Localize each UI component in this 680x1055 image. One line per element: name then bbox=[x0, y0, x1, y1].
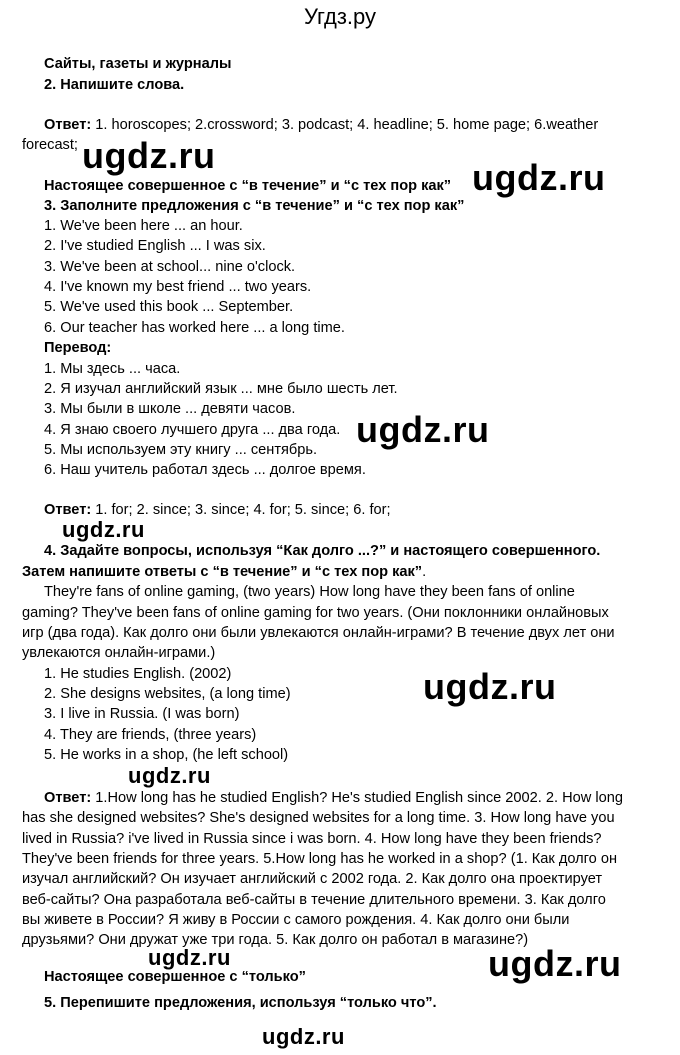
exercise-item: 3. I live in Russia. (I was born) bbox=[44, 706, 240, 722]
task-4-heading-period: . bbox=[422, 564, 427, 580]
translation-item: 5. Мы используем эту книгу ... сентябрь. bbox=[44, 442, 318, 458]
answer-label: Ответ: bbox=[44, 117, 92, 133]
answer-text: 1. horoscopes; 2.crossword; 3. podcast; 4. headline; 5. home page; 6.weather bbox=[91, 117, 599, 133]
answer-3 bbox=[44, 788, 623, 808]
sentence-item: 5. We've used this book ... September. bbox=[44, 299, 294, 315]
translation-item: 3. Мы были в школе ... девяти часов. bbox=[44, 401, 296, 417]
sentence-item: 1. We've been here ... an hour. bbox=[44, 218, 243, 234]
watermark: ugdz.ru bbox=[488, 943, 622, 984]
translation-item: 2. Я изучал английский язык ... мне было шесть лет. bbox=[44, 381, 398, 397]
example-line: увлекаются онлайн-играми.) bbox=[22, 645, 216, 661]
task-3-heading: 3. Заполните предложения с “в течение” и “с тех пор как” bbox=[44, 198, 465, 214]
sentence-item: 3. We've been at school... nine o'clock. bbox=[44, 259, 296, 275]
answer-line: lived in Russia? i've lived in Russia since i was born. 4. How long have they been friends? bbox=[22, 831, 602, 847]
section-title-websites: Сайты, газеты и журналы bbox=[44, 56, 232, 72]
task-4-heading: 4. Задайте вопросы, используя “Как долго ...?” и настоящего совершенного. bbox=[44, 543, 601, 559]
answer-line: They've been friends for three years. 5.How long has he worked in a shop? (1. Как долго он bbox=[22, 851, 618, 867]
example-line: They're fans of online gaming, (two years) How long have they been fans of online bbox=[44, 584, 575, 600]
answer-label: Ответ: bbox=[44, 790, 92, 806]
section-title-just: Настоящее совершенное с “только” bbox=[44, 969, 306, 985]
exercise-item: 5. He works in a shop, (he left school) bbox=[44, 747, 289, 763]
answer-text: 1.How long has he studied English? He's studied English since 2002. 2. How long bbox=[91, 790, 623, 806]
watermark: ugdz.ru bbox=[356, 409, 490, 450]
translation-item: 6. Наш учитель работал здесь ... долгое время. bbox=[44, 462, 366, 478]
exercise-item: 2. She designs websites, (a long time) bbox=[44, 686, 291, 702]
example-line: игр (два года). Как долго они были увлекаются онлайн-играми? В течение двух лет они bbox=[22, 625, 615, 641]
translation-item: 1. Мы здесь ... часа. bbox=[44, 361, 181, 377]
watermark: ugdz.ru bbox=[62, 517, 145, 542]
answer-label: Ответ: bbox=[44, 502, 92, 518]
watermark: ugdz.ru bbox=[472, 157, 606, 198]
exercise-item: 1. He studies English. (2002) bbox=[44, 666, 232, 682]
answer-line: вы живете в России? Я живу в России с самого рождения. 4. Как долго они были bbox=[22, 912, 570, 928]
answer-line: веб-сайты? Она разработала веб-сайты в течение длительного времени. 3. Как долго bbox=[22, 892, 606, 908]
answer-text: 1. for; 2. since; 3. since; 4. for; 5. since; 6. for; bbox=[91, 502, 391, 518]
translation-item: 4. Я знаю своего лучшего друга ... два года. bbox=[44, 422, 341, 438]
task-4-heading-text: Затем напишите ответы с “в течение” и “с тех пор как” bbox=[22, 564, 423, 580]
sentence-item: 4. I've known my best friend ... two years. bbox=[44, 279, 312, 295]
task-5-heading: 5. Перепишите предложения, используя “только что”. bbox=[44, 995, 437, 1011]
watermark: ugdz.ru bbox=[148, 945, 231, 970]
watermark: ugdz.ru bbox=[128, 763, 211, 788]
watermark: ugdz.ru bbox=[82, 135, 216, 176]
site-header: Угдз.ру bbox=[303, 4, 377, 29]
answer-line: has she designed websites? She's designed websites for a long time. 3. How long have you bbox=[22, 810, 615, 826]
sentence-item: 6. Our teacher has worked here ... a long time. bbox=[44, 320, 345, 336]
answer-1-cont: forecast; bbox=[22, 137, 78, 153]
task-2-heading: 2. Напишите слова. bbox=[44, 77, 185, 93]
translation-label: Перевод: bbox=[44, 340, 112, 356]
section-title-present-perfect: Настоящее совершенное с “в течение” и “с тех пор как” bbox=[44, 178, 452, 194]
answer-1 bbox=[44, 115, 598, 135]
exercise-item: 4. They are friends, (three years) bbox=[44, 727, 257, 743]
watermark: ugdz.ru bbox=[423, 666, 557, 707]
watermark: ugdz.ru bbox=[262, 1024, 345, 1049]
answer-line: друзьями? Они дружат уже три года. 5. Как долго он работал в магазине?) bbox=[22, 932, 529, 948]
task-4-heading-cont bbox=[22, 562, 426, 582]
example-line: gaming? They've been fans of online gaming for two years. (Они поклонники онлайновых bbox=[22, 605, 609, 621]
sentence-item: 2. I've studied English ... I was six. bbox=[44, 238, 266, 254]
answer-line: изучал английский? Он изучает английский с 2002 года. 2. Как долго она проектирует bbox=[22, 871, 603, 887]
